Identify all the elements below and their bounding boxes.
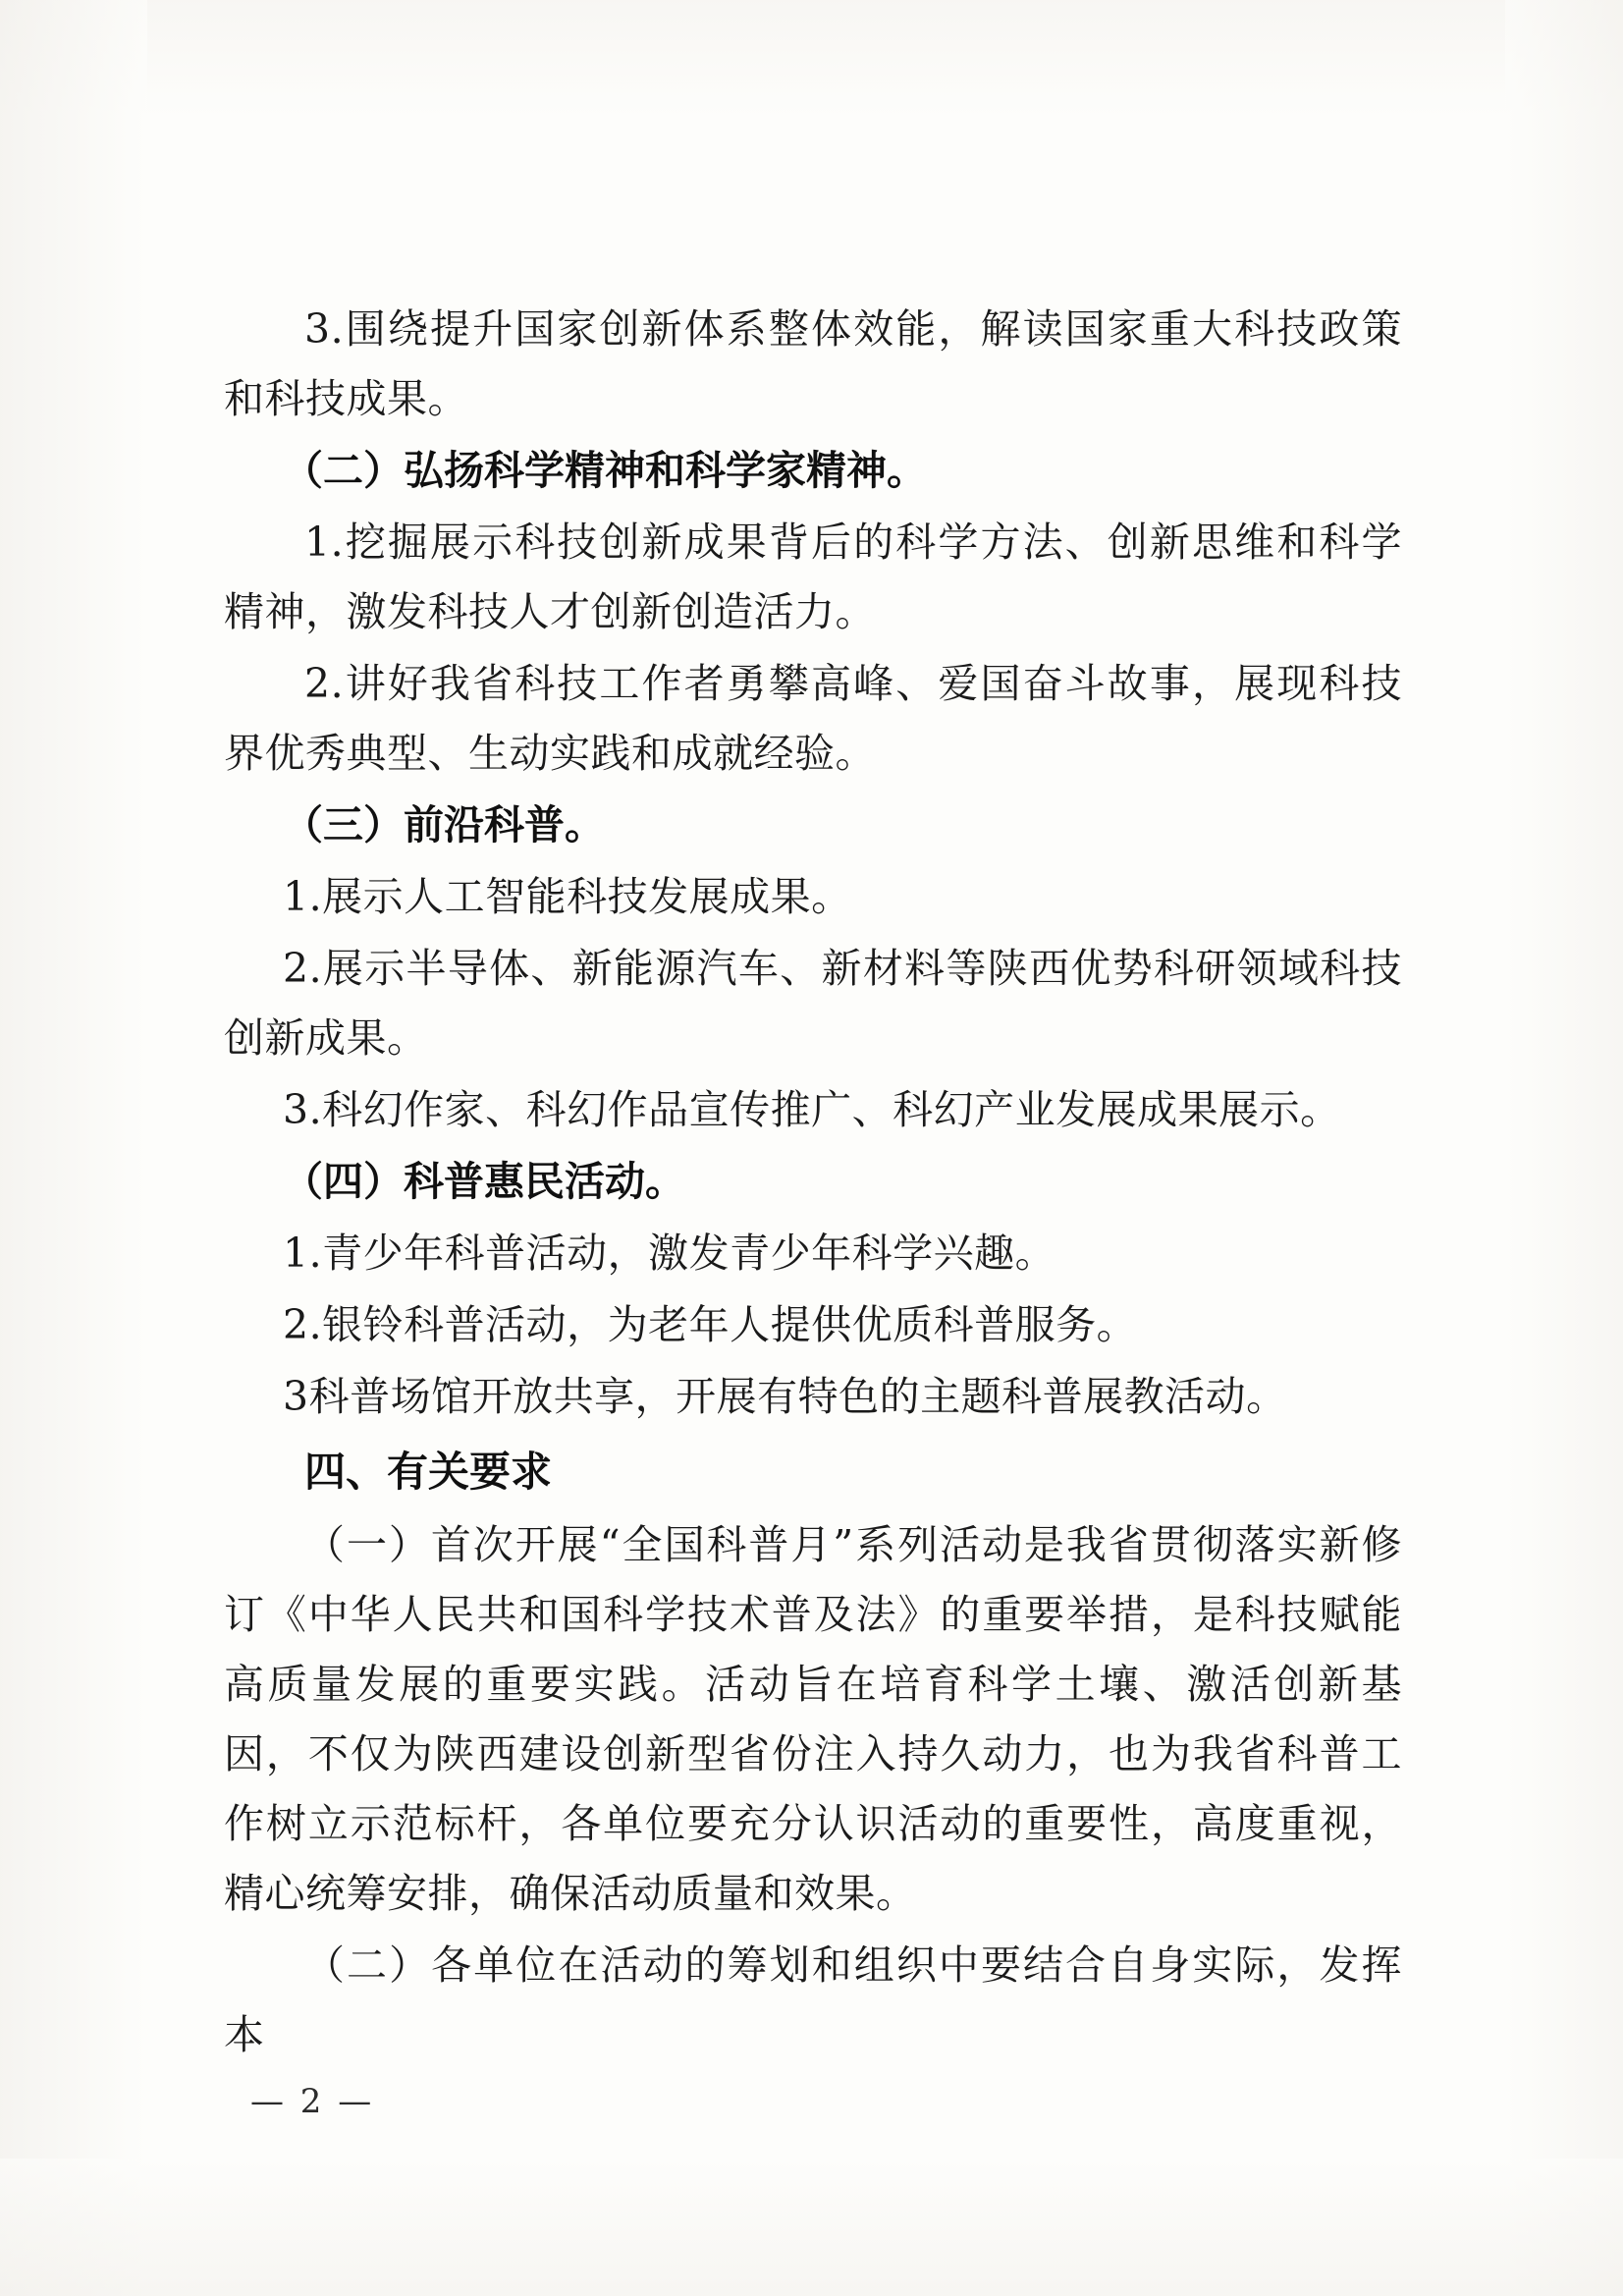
paragraph-item-3-frontier: 3.科幻作家、科幻作品宣传推广、科幻产业发展成果展示。	[283, 1086, 1341, 1133]
paragraph-requirement-one: （一）首次开展“全国科普月”系列活动是我省贯彻落实新修订《中华人民共和国科学技术普及法》的重要举措，是科技赋能高质量发展的重要实践。活动旨在培育科学土壤、激活创新基因，不仅为陕西建设创新型省份注入持久动力，也为我省科普工作树立示范标杆，各单位要充分认识活动的重要性，高度重视，精心统筹安排，确保活动质量和效果。	[224, 1521, 1402, 1917]
document-body	[224, 295, 1402, 2072]
paragraph-requirement-two: （二）各单位在活动的筹划和组织中要结合自身实际，发挥本	[224, 1941, 1402, 2058]
section-heading-four: 四、有关要求	[304, 1448, 553, 1496]
paragraph-item-3: 3.围绕提升国家创新体系整体效能，解读国家重大科技政策和科技成果。	[224, 305, 1402, 422]
page-edge-shading-left	[0, 0, 147, 2296]
page-edge-shading-right	[1505, 0, 1623, 2296]
page-edge-shading-top	[0, 0, 1623, 118]
subsection-heading-three: （三）前沿科普。	[283, 801, 605, 848]
paragraph-item-2-frontier: 2.展示半导体、新能源汽车、新材料等陕西优势科研领域科技创新成果。	[224, 945, 1402, 1062]
page-number: — 2 —	[250, 2082, 375, 2121]
subsection-heading-four: （四）科普惠民活动。	[283, 1158, 685, 1205]
paragraph-item-1-public: 1.青少年科普活动，激发青少年科学兴趣。	[283, 1230, 1056, 1277]
paragraph-item-3-public: 3科普场馆开放共享，开展有特色的主题科普展教活动。	[283, 1373, 1287, 1420]
subsection-heading-two: （二）弘扬科学精神和科学家精神。	[283, 447, 927, 494]
paragraph-item-1-frontier: 1.展示人工智能科技发展成果。	[283, 873, 852, 920]
paragraph-item-1-spirit: 1.挖掘展示科技创新成果背后的科学方法、创新思维和科学精神，激发科技人才创新创造活力。	[224, 519, 1402, 635]
paragraph-item-2-spirit: 2.讲好我省科技工作者勇攀高峰、爱国奋斗故事，展现科技界优秀典型、生动实践和成就经验。	[224, 660, 1402, 777]
page-edge-shading-bottom	[0, 2159, 1623, 2296]
paragraph-item-2-public: 2.银铃科普活动，为老年人提供优质科普服务。	[283, 1301, 1138, 1348]
